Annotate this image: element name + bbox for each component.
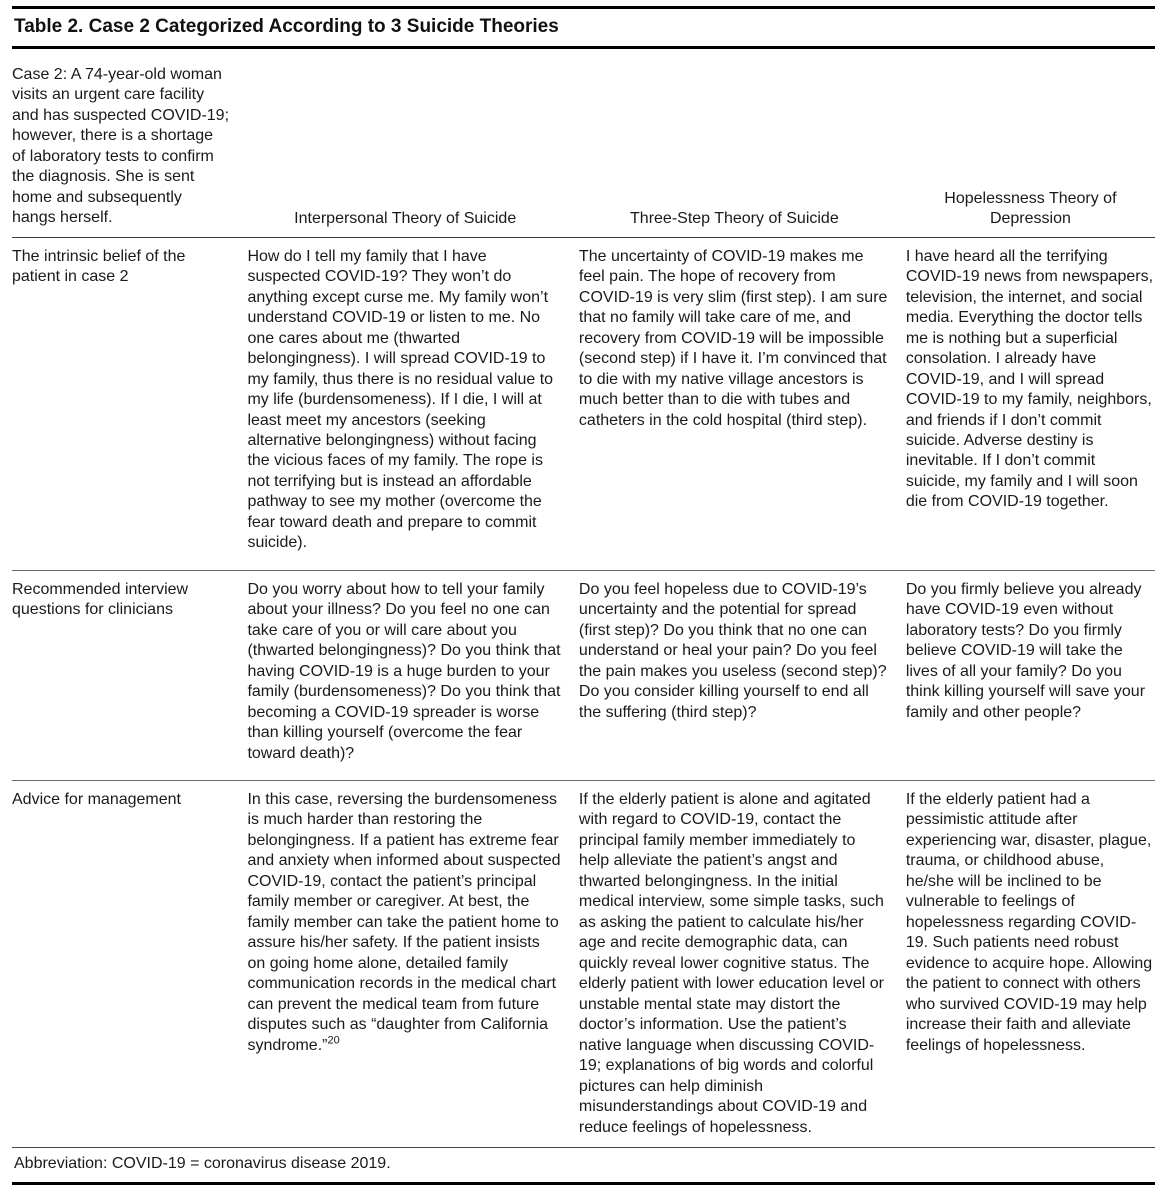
column-header-three-step-theory: Three-Step Theory of Suicide [579,49,906,237]
cell-advice-hopelessness: If the elderly patient had a pessimistic attitude after experiencing war, disaster, plague, trauma, or childhood abuse, he/she will be inclined to be vulnerable to feelings of hopelessness regarding COVID-19. Such patients need robust evidence to acquire hope. Allowing the patient to connect with others who survived COVID-19 may help increase their faith and alleviate feelings of hopelessness. [905,791,1153,1054]
cell-questions-hopelessness: Do you firmly believe you already have COVID-19 even without laboratory tests? Do you firmly believe COVID-19 will take the lives of all your family? Do you think killing yourself will save your family and other people? [905,580,1146,721]
cell-intrinsic-interpersonal: How do I tell my family that I have suspected COVID-19? They won’t do anything except curse me. My family won’t understand COVID-19 or listen to me. No one cares about me (thwarted belongingness). I will spread COVID-19 to my family, thus there is no residual value to my life (burdensomeness). If I die, I will at least meet my ancestors (seeking alternative belongingness) without facing the vicious faces of my family. The rope is not terrifying but is instead an affordable pathway to see my mother (overcome the fear toward death and prepare to commit suicide). [247,247,554,552]
row-label: Recommended interview questions for clinicians [12,580,189,619]
cell-questions-interpersonal: Do you worry about how to tell your family about your illness? Do you feel no one can take care of you or will care about you (thwarted belongingness)? Do you think that having COVID-19 is a huge burden to your family (burdensomeness)? Do you think that becoming a COVID-19 spreader is worse than killing yourself (overcome the fear toward death)? [247,580,561,762]
cell-intrinsic-hopelessness: I have heard all the terrifying COVID-19 news from newspapers, television, the internet, and social media. Everything the doctor tells me is nothing but a superficial consolation. I already have COVID-19, and I will spread COVID-19 to my family, neighbors, and friends if I don’t commit suicide. Adverse destiny is inevitable. If I don’t commit suicide, my family and I will soon die from COVID-19 together. [905,247,1154,511]
cell-intrinsic-three-step: The uncertainty of COVID-19 makes me feel pain. The hope of recovery from COVID-19 is very slim (first step). I am sure that no family will take care of me, and recovery from COVID-19 will be impossible (second step) if I have it. I’m convinced that to die with my native village ancestors is much better than to die with tubes and catheters in the cold hospital (third step). [578,247,888,429]
header-row [12,49,1155,237]
column-header-hopelessness-theory: Hopelessness Theory of Depression [906,49,1155,237]
table-row-advice-management [12,781,1155,1147]
cell-text: In this case, reversing the burdensomeness is much harder than restoring the belongingness. If a patient has extreme fear and anxiety when informed about suspected COVID-19, contact the patient’s principal family member or caregiver. At best, the family member can take the patient home to assure his/her safety. If the patient insists on going home alone, detailed family communication records in the medical chart can prevent the medical team from future disputes such as “daughter from California syndrome.” [247,791,561,1054]
top-rule [12,6,1155,9]
table-title: Table 2. Case 2 Categorized According to 3 Suicide Theories [14,16,559,37]
bottom-margin [12,1185,1155,1197]
table-row-intrinsic-belief [12,237,1155,570]
cell-advice-three-step: If the elderly patient is alone and agitated with regard to COVID-19, contact the principal family member immediately to help alleviate the patient’s angst and thwarted belongingness. In the initial medical interview, some simple tasks, such as asking the patient to calculate his/her age and recite demographic data, can quickly reveal lower cognitive status. The elderly patient with lower education level or unstable mental state may distort the doctor’s information. Use the patient’s native language when discussing COVID-19; explanations of big words and colorful pictures can help diminish misunderstandings about COVID-19 and reduce feelings of hopelessness. [578,791,884,1136]
cell-advice-interpersonal [247,781,578,1147]
table-row-interview-questions [12,570,1155,780]
column-header-interpersonal-theory: Interpersonal Theory of Suicide [247,49,578,237]
row-label: Advice for management [12,791,181,808]
reference-superscript: 20 [327,1034,340,1047]
suicide-theories-table [12,49,1155,1147]
cell-questions-three-step: Do you feel hopeless due to COVID-19’s uncertainty and the potential for spread (first step)? Do you think that no one can understand or heal your pain? Do you feel the pain makes you useless (second step)? Do you consider killing yourself to end all the suffering (third step)? [578,580,887,721]
row-label: The intrinsic belief of the patient in case 2 [12,247,186,286]
case-description: Case 2: A 74-year-old woman visits an urgent care facility and has suspected COVID-19; however, there is a shortage of laboratory tests to confirm the diagnosis. She is sent home and subsequently hangs herself. [12,49,247,237]
abbreviation-footnote: Abbreviation: COVID-19 = coronavirus disease 2019. [14,1154,391,1172]
